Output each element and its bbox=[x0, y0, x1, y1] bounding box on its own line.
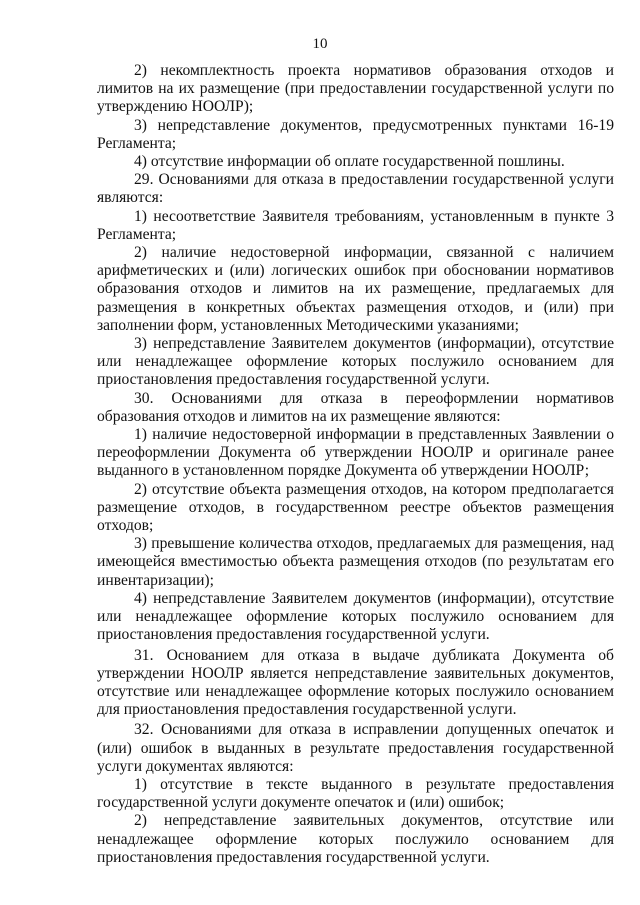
clause-31: 31. Основанием для отказа в выдаче дубликата Документа об утверждении НООЛР является непредставление заявительных документов, отсутствие или ненадлежащее оформление которых послужило основанием для приостановления предоставления государственной услуги. bbox=[97, 646, 614, 719]
clause-30-heading: 30. Основаниями для отказа в переоформлении нормативов образования отходов и лимитов на их размещение являются: bbox=[97, 389, 614, 425]
list-item-3-missing-documents: 3) непредставление документов, предусмотренных пунктами 16-19 Регламента; bbox=[97, 116, 614, 152]
list-item-2-incomplete-project: 2) некомплектность проекта нормативов образования отходов и лимитов на их размещение (при предоставлении государственной услуги по утверждению НООЛР); bbox=[97, 62, 614, 116]
clause-30-item-3: 3) превышение количества отходов, предлагаемых для размещения, над имеющейся вместимостью объекта размещения отходов (по результатам его инвентаризации); bbox=[97, 535, 614, 589]
clause-30-item-1: 1) наличие недостоверной информации в представленных Заявлении о переоформлении Документа об утверждении НООЛР и оригинале ранее выданного в установленном порядке Документа об утверждении НООЛР; bbox=[97, 426, 614, 480]
clause-32-heading: 32. Основаниями для отказа в исправлении допущенных опечаток и (или) ошибок в выданных в результате предоставления государственной услуги документах являются: bbox=[97, 721, 614, 775]
list-item-4-no-payment-info: 4) отсутствие информации об оплате государственной пошлины. bbox=[134, 153, 565, 171]
clause-29-heading: 29. Основаниями для отказа в предоставлении государственной услуги являются: bbox=[97, 171, 614, 207]
clause-29-item-2: 2) наличие недостоверной информации, связанной с наличием арифметических и (или) логических ошибок при обосновании нормативов образования отходов и лимитов на их размещение, предлагаемых для размещения в конкретных объектах размещения отходов, и (или) при заполнении форм, установленных Методическими указаниями; bbox=[97, 244, 614, 334]
clause-30-item-2: 2) отсутствие объекта размещения отходов, на котором предполагается размещение отходов, в государственном реестре объектов размещения отходов; bbox=[97, 480, 614, 535]
page-number: 10 bbox=[312, 36, 328, 52]
clause-30-item-4: 4) непредставление Заявителем документов (информации), отсутствие или ненадлежащее оформление которых послужило основанием для приостановления предоставления государственной услуги. bbox=[97, 589, 614, 644]
document-body bbox=[97, 62, 614, 867]
clause-32-item-2: 2) непредставление заявительных документов, отсутствие или ненадлежащее оформление которых послужило основанием для приостановления предоставления государственной услуги. bbox=[97, 812, 614, 866]
clause-32-item-1: 1) отсутствие в тексте выданного в результате предоставления государственной услуги документе опечаток и (или) ошибок; bbox=[97, 775, 614, 812]
clause-29-item-1: 1) несоответствие Заявителя требованиям, установленным в пункте 3 Регламента; bbox=[97, 207, 614, 243]
clause-29-item-3: 3) непредставление Заявителем документов (информации), отсутствие или ненадлежащее оформление которых послужило основанием для приостановления предоставления государственной услуги. bbox=[97, 335, 614, 389]
